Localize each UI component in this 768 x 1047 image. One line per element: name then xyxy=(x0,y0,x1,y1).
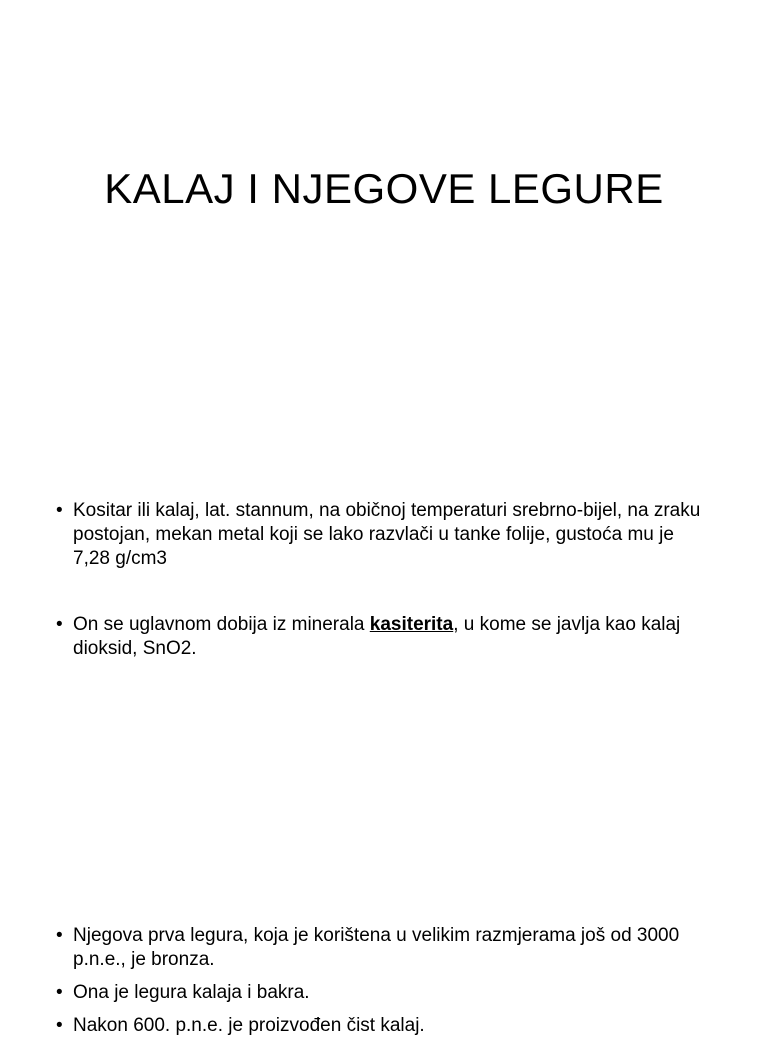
bullet-item xyxy=(56,613,716,661)
bullet-item xyxy=(56,499,716,571)
bullet-text-after: , u kome se javlja kao kalaj dioksid, SnO2. xyxy=(73,614,681,659)
bullet-icon: • xyxy=(56,925,63,946)
bullet-icon: • xyxy=(56,500,63,521)
bullet-text: Njegova prva legura, koja je korištena u velikim razmjerama još od 3000 p.n.e., je bronza. xyxy=(73,925,680,970)
bullet-list-intro xyxy=(56,499,716,571)
bullet-item xyxy=(56,981,716,1005)
bullet-text: Nakon 600. p.n.e. je proizvođen čist kalaj. xyxy=(73,1015,425,1036)
bullet-item xyxy=(56,1014,716,1038)
page-title: KALAJ I NJEGOVE LEGURE xyxy=(104,165,664,212)
bullet-icon: • xyxy=(56,982,63,1003)
bullet-text: Kositar ili kalaj, lat. stannum, na običnoj temperaturi srebrno-bijel, na zraku postojan, mekan metal koji se lako razvlači u tanke folije, gustoća mu je 7,28 g/cm3 xyxy=(73,500,701,569)
bullet-list-alloys xyxy=(56,924,716,1047)
bullet-text: Ona je legura kalaja i bakra. xyxy=(73,982,310,1003)
bullet-icon: • xyxy=(56,614,63,635)
bullet-list-source xyxy=(56,613,716,661)
kasiterita-link[interactable]: kasiterita xyxy=(369,614,454,635)
bullet-text-before: On se uglavnom dobija iz minerala xyxy=(73,614,370,635)
bullet-item xyxy=(56,924,716,972)
bullet-icon: • xyxy=(56,1015,63,1036)
